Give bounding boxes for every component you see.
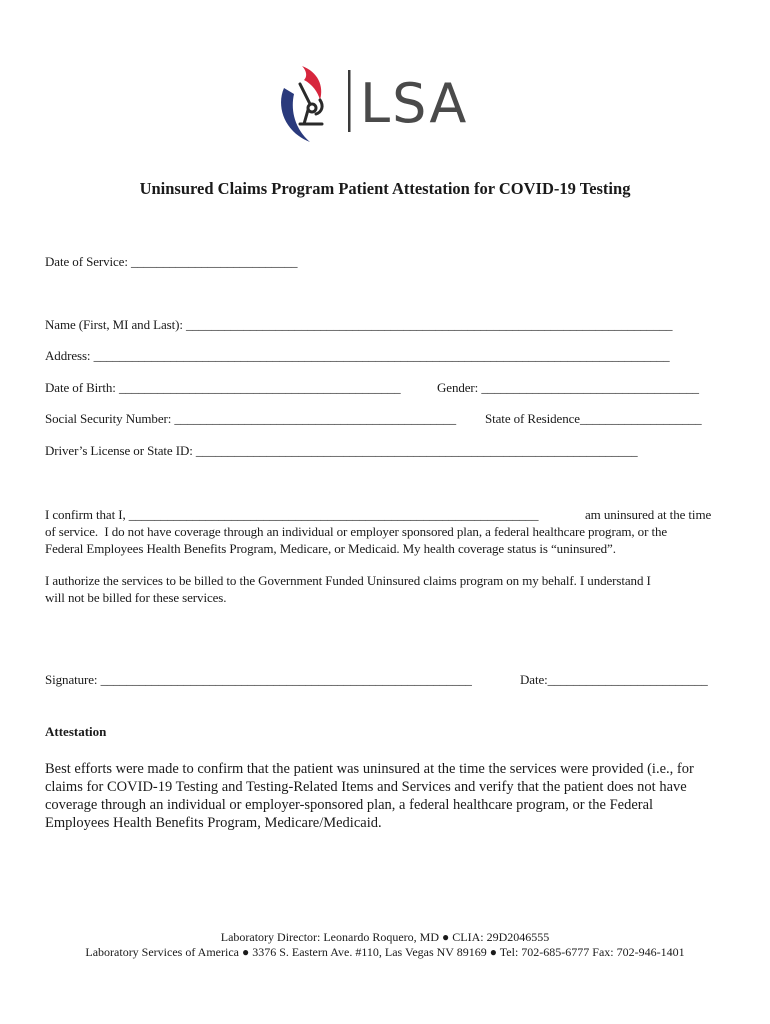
- lsa-logo: [274, 62, 494, 146]
- attestation-line: Best efforts were made to confirm that the patient was uninsured at the time the services were provided (i.e., for: [45, 761, 694, 777]
- state-of-residence-field[interactable]: State of Residence___________________: [485, 411, 702, 426]
- ssn-field[interactable]: Social Security Number: ____________________________________________: [45, 411, 456, 426]
- attestation-body: [45, 760, 735, 832]
- authorize-text-line2: will not be billed for these services.: [45, 590, 227, 605]
- gender-field[interactable]: Gender: __________________________________: [437, 380, 699, 395]
- attestation-heading: Attestation: [45, 724, 107, 739]
- confirm-text-line3: Federal Employees Health Benefits Program, Medicare, or Medicaid. My health coverage status is “uninsured”.: [45, 541, 616, 556]
- footer-director: Laboratory Director: Leonardo Roquero, MD ● CLIA: 29D2046555: [220, 930, 550, 944]
- authorize-text-line1: I authorize the services to be billed to the Government Funded Uninsured claims program on my behalf. I understand I: [45, 573, 651, 588]
- page-title: Uninsured Claims Program Patient Attestation for COVID-19 Testing: [139, 179, 631, 198]
- attestation-line: claims for COVID-19 Testing and Testing-Related Items and Services and verify that the patient does not have: [45, 779, 687, 795]
- confirm-name-field[interactable]: I confirm that I, ________________________________________________________________: [45, 507, 539, 522]
- logo-text: LSA: [360, 72, 469, 135]
- drivers-license-field[interactable]: Driver’s License or State ID: _____________________________________________________________________: [45, 443, 638, 458]
- name-field[interactable]: Name (First, MI and Last): ____________________________________________________________________________: [45, 317, 673, 332]
- confirm-text-end: am uninsured at the time: [585, 507, 712, 522]
- footer-address: Laboratory Services of America ● 3376 S. Eastern Ave. #110, Las Vegas NV 89169 ● Tel: 702-685-6777 Fax: 702-946-1401: [85, 945, 685, 959]
- date-of-service-field[interactable]: Date of Service: __________________________: [45, 254, 298, 269]
- confirm-text-line2: of service. I do not have coverage through an individual or employer sponsored plan, a federal healthcare program, or the: [45, 524, 668, 539]
- address-field[interactable]: Address: __________________________________________________________________________________________: [45, 348, 670, 363]
- date-of-birth-field[interactable]: Date of Birth: ____________________________________________: [45, 380, 401, 395]
- attestation-line: coverage through an individual or employer-sponsored plan, a federal healthcare program, or the Federal: [45, 797, 654, 813]
- attestation-line: Employees Health Benefits Program, Medicare/Medicaid.: [45, 815, 382, 831]
- signature-date-field[interactable]: Date:_________________________: [520, 672, 708, 687]
- signature-field[interactable]: Signature: __________________________________________________________: [45, 672, 472, 687]
